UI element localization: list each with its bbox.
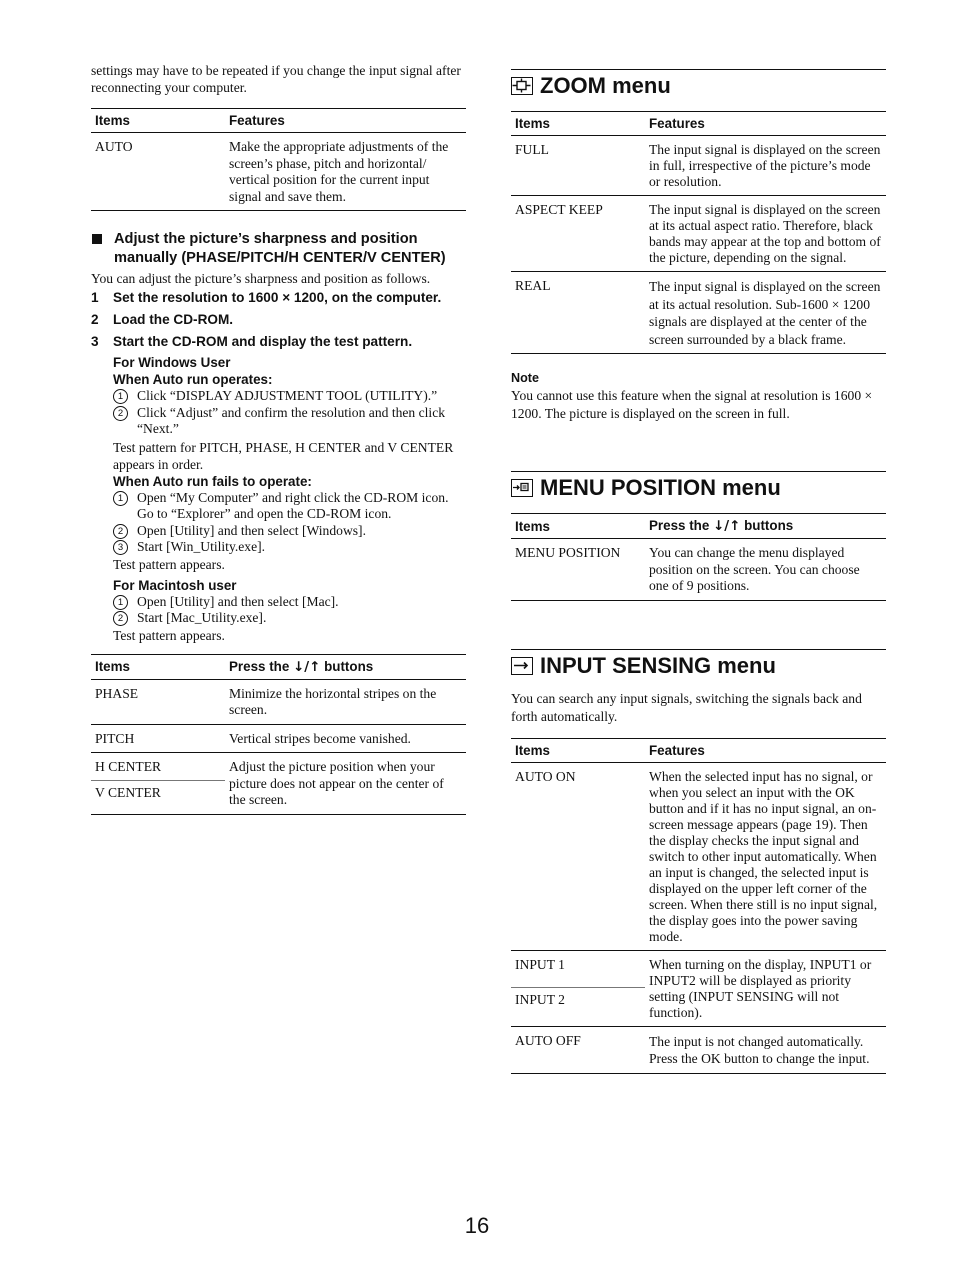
step-item: 2 Load the CD-ROM. xyxy=(91,312,234,327)
table-row xyxy=(511,762,886,950)
auto-run-fails-label: When Auto run fails to operate: xyxy=(113,473,312,489)
col-header-press: Press the ↓/↑ buttons xyxy=(225,654,466,679)
feature-cell: The input signal is displayed on the screen at its actual aspect ratio. Therefore, black bands may appear at the top and bottom of the picture, depending on the signal. xyxy=(645,196,886,272)
zoom-icon xyxy=(511,77,533,95)
table-row xyxy=(511,950,886,1026)
fail-result: Test pattern appears. xyxy=(113,556,225,572)
zoom-menu-title: ZOOM menu xyxy=(511,69,886,99)
auto-table xyxy=(91,108,466,211)
item-cell: PITCH xyxy=(91,724,225,753)
step-item: 1 Set the resolution to 1600 × 1200, on the computer. xyxy=(91,290,442,305)
col-header-items: Items xyxy=(91,109,225,133)
down-up-arrow-icon: ↓/↑ xyxy=(713,519,741,534)
item-cell: AUTO OFF xyxy=(511,1026,645,1073)
table-row xyxy=(91,133,466,211)
feature-cell: When the selected input has no signal, or when you select an input with the OK button and if it has no input signal, an on-screen message appears (page 19). Then the display checks the input signal and switch to other input automatically. When an input is changed, the selected input is displayed on the upper left corner of the screen. When there still is no input signal, the display goes into the power saving mode. xyxy=(645,762,886,950)
feature-cell: You can change the menu displayed position on the screen. You can choose one of 9 positions. xyxy=(645,539,886,601)
item-cell: AUTO xyxy=(91,133,225,211)
menu-position-title: MENU POSITION menu xyxy=(511,471,886,501)
feature-cell: Make the appropriate adjustments of the screen’s phase, pitch and horizontal/ vertical position for the current input signal and save them. xyxy=(225,133,466,211)
feature-cell: Adjust the picture position when your picture does not appear on the center of the screen. xyxy=(225,753,466,815)
mac-result: Test pattern appears. xyxy=(113,627,225,643)
item-cell: REAL xyxy=(511,272,645,354)
zoom-table xyxy=(511,111,886,354)
list-item: 1 Open “My Computer” and right click the CD-ROM icon. Go to “Explorer” and open the CD-ROM icon. xyxy=(113,490,466,523)
col-header-items: Items xyxy=(511,738,645,762)
list-item: 2 Open [Utility] and then select [Windows]. xyxy=(113,523,466,540)
sharpness-heading: Adjust the picture’s sharpness and position manually (PHASE/PITCH/H CENTER/V CENTER) xyxy=(91,230,466,268)
col-header-items: Items xyxy=(511,514,645,539)
list-item: 2 Start [Mac_Utility.exe]. xyxy=(113,610,466,627)
table-row xyxy=(511,272,886,354)
feature-cell: The input signal is displayed on the screen in full, irrespective of the picture’s mode or resolution. xyxy=(645,136,886,196)
sharpness-intro: You can adjust the picture’s sharpness and position as follows. xyxy=(91,271,431,286)
list-item: 1 Open [Utility] and then select [Mac]. xyxy=(113,594,466,611)
feature-cell: The input is not changed automatically. Press the OK button to change the input. xyxy=(645,1026,886,1073)
note-text: You cannot use this feature when the signal at resolution is 1600 × 1200. The picture is displayed on the screen in full. xyxy=(511,388,873,421)
feature-cell: Minimize the horizontal stripes on the screen. xyxy=(225,679,466,724)
table-row xyxy=(511,196,886,272)
right-column xyxy=(511,69,886,1074)
feature-cell: Vertical stripes become vanished. xyxy=(225,724,466,753)
table-row xyxy=(91,724,466,753)
page-number: 16 xyxy=(464,1213,490,1238)
item-cell: MENU POSITION xyxy=(511,539,645,601)
table-row xyxy=(511,539,886,601)
menu-position-table xyxy=(511,513,886,601)
col-header-press: Press the ↓/↑ buttons xyxy=(645,514,886,539)
mac-user-label: For Macintosh user xyxy=(113,577,237,593)
input-sensing-title: INPUT SENSING menu xyxy=(511,649,886,679)
table-row xyxy=(511,136,886,196)
list-item: 1 Click “DISPLAY ADJUSTMENT TOOL (UTILITY).” xyxy=(113,388,466,405)
item-cell: PHASE xyxy=(91,679,225,724)
left-column xyxy=(91,62,466,815)
feature-cell: When turning on the display, INPUT1 or INPUT2 will be displayed as priority setting (INPUT SENSING will not function). xyxy=(645,950,886,1026)
item-cell: AUTO ON xyxy=(511,762,645,950)
step-3-details xyxy=(113,354,466,644)
input-sensing-table xyxy=(511,738,886,1074)
step-item: 3 Start the CD-ROM and display the test pattern. xyxy=(91,334,413,349)
phase-pitch-table xyxy=(91,654,466,815)
intro-text: settings may have to be repeated if you change the input signal after reconnecting your computer. xyxy=(91,63,461,95)
item-cell: FULL xyxy=(511,136,645,196)
col-header-features: Features xyxy=(225,109,466,133)
table-row xyxy=(91,753,466,815)
note-title: Note xyxy=(511,371,539,385)
table-row xyxy=(91,679,466,724)
list-item: 2 Click “Adjust” and confirm the resolution and then click “Next.” xyxy=(113,405,466,438)
square-bullet-icon xyxy=(92,234,102,244)
feature-cell: The input signal is displayed on the screen at its actual resolution. Sub-1600 × 1200 signals are displayed at the center of the screen surrounded by a black frame. xyxy=(645,272,886,354)
col-header-items: Items xyxy=(511,112,645,136)
table-row xyxy=(511,1026,886,1073)
auto-run-result: Test pattern for PITCH, PHASE, H CENTER and V CENTER appears in order. xyxy=(113,439,454,472)
menu-position-icon xyxy=(511,479,533,497)
col-header-features: Features xyxy=(645,112,886,136)
item-cell: H CENTER V CENTER xyxy=(91,753,225,815)
auto-run-operates-label: When Auto run operates: xyxy=(113,372,273,387)
input-sensing-icon xyxy=(511,657,533,675)
item-cell: INPUT 1 INPUT 2 xyxy=(511,950,645,1026)
input-sensing-intro: You can search any input signals, switching the signals back and forth automatically. xyxy=(511,690,862,724)
windows-user-label: For Windows User xyxy=(113,355,231,370)
item-cell: ASPECT KEEP xyxy=(511,196,645,272)
down-up-arrow-icon: ↓/↑ xyxy=(293,659,321,675)
col-header-items: Items xyxy=(91,654,225,679)
list-item: 3 Start [Win_Utility.exe]. xyxy=(113,539,466,556)
col-header-features: Features xyxy=(645,738,886,762)
